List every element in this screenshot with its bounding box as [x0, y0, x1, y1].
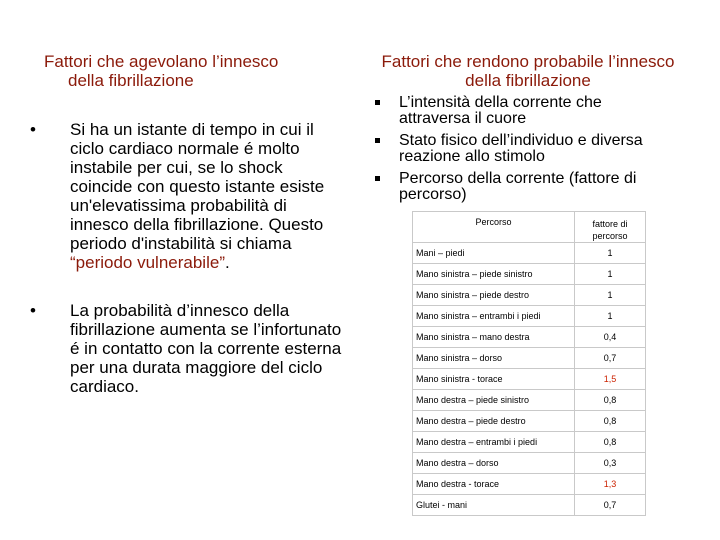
- table-row: [413, 411, 646, 432]
- path-cell: Glutei - mani: [413, 495, 575, 516]
- factor-cell: 0,3: [575, 453, 646, 474]
- table-row: [413, 495, 646, 516]
- path-cell: Mano destra – dorso: [413, 453, 575, 474]
- right-bullet: [372, 95, 672, 127]
- path-cell: Mano sinistra – mano destra: [413, 327, 575, 348]
- bullet-dot-icon: •: [30, 301, 36, 320]
- right-bullet: [372, 171, 672, 203]
- factor-cell: 1: [575, 285, 646, 306]
- right-bullet-text: Stato fisico dell’individuo e diversa reazione allo stimolo: [399, 132, 643, 165]
- table-header-row: [413, 212, 646, 243]
- square-bullet-icon: [375, 100, 380, 105]
- left-title-line1: Fattori che agevolano l’innesco: [44, 52, 279, 71]
- header-percorso: Percorso: [413, 212, 575, 243]
- table-row: [413, 474, 646, 495]
- path-factor-table: [412, 211, 646, 516]
- table-row: [413, 390, 646, 411]
- right-bullet-text: L’intensità della corrente che attraversa il cuore: [399, 94, 602, 127]
- left-bullet-list: [28, 120, 348, 396]
- bullet-text: La probabilità d’innesco della fibrillazione aumenta se l’infortunato é in contatto con la corrente esterna per una durata maggiore del ciclo cardiaco: [70, 301, 342, 396]
- path-cell: Mano sinistra - torace: [413, 369, 575, 390]
- path-cell: Mano destra - torace: [413, 474, 575, 495]
- factor-cell: 0,4: [575, 327, 646, 348]
- path-cell: Mano destra – piede destro: [413, 411, 575, 432]
- left-title: [44, 52, 344, 90]
- right-bullet: [372, 133, 672, 165]
- factor-cell: 1: [575, 264, 646, 285]
- square-bullet-icon: [375, 138, 380, 143]
- table-row: [413, 285, 646, 306]
- bullet-text-end: .: [134, 377, 139, 396]
- right-title: Fattori che rendono probabile l’innesco della fibrillazione: [381, 52, 675, 90]
- factor-cell: 0,8: [575, 390, 646, 411]
- bullet-text-end: .: [224, 253, 230, 272]
- path-cell: Mano destra – piede sinistro: [413, 390, 575, 411]
- factor-cell: 1: [575, 243, 646, 264]
- factor-cell: 1,5: [575, 369, 646, 390]
- table-row: [413, 243, 646, 264]
- left-bullet: [28, 120, 348, 272]
- path-cell: Mani – piedi: [413, 243, 575, 264]
- table-row: [413, 327, 646, 348]
- bullet-dot-icon: •: [30, 120, 36, 139]
- path-cell: Mano sinistra – dorso: [413, 348, 575, 369]
- factor-cell: 0,8: [575, 432, 646, 453]
- path-cell: Mano sinistra – entrambi i piedi: [413, 306, 575, 327]
- header-fattore: fattore di percorso: [575, 212, 646, 243]
- table-body: [413, 243, 646, 516]
- path-cell: Mano sinistra – piede sinistro: [413, 264, 575, 285]
- bullet-emphasis: “periodo vulnerabile”: [70, 253, 225, 272]
- path-cell: Mano sinistra – piede destro: [413, 285, 575, 306]
- factor-cell: 1,3: [575, 474, 646, 495]
- bullet-text: Si ha un istante di tempo in cui il ciclo cardiaco normale é molto instabile per cui, se lo shock coincide con questo istante esiste un'elevatissima probabilità di innesco della fibrillazione. Questo periodo d'instabilità si chiama: [70, 120, 325, 253]
- left-title-line2: della fibrillazione: [68, 71, 194, 90]
- factor-cell: 1: [575, 306, 646, 327]
- table-row: [413, 453, 646, 474]
- square-bullet-icon: [375, 176, 380, 181]
- path-cell: Mano destra – entrambi i piedi: [413, 432, 575, 453]
- table-row: [413, 369, 646, 390]
- table-row: [413, 348, 646, 369]
- right-bullet-list: [372, 95, 672, 203]
- factor-cell: 0,7: [575, 495, 646, 516]
- right-bullet-text: Percorso della corrente (fattore di percorso): [399, 170, 637, 203]
- table-row: [413, 432, 646, 453]
- table-row: [413, 306, 646, 327]
- left-bullet: [28, 301, 348, 396]
- factor-cell: 0,8: [575, 411, 646, 432]
- factor-cell: 0,7: [575, 348, 646, 369]
- table-row: [413, 264, 646, 285]
